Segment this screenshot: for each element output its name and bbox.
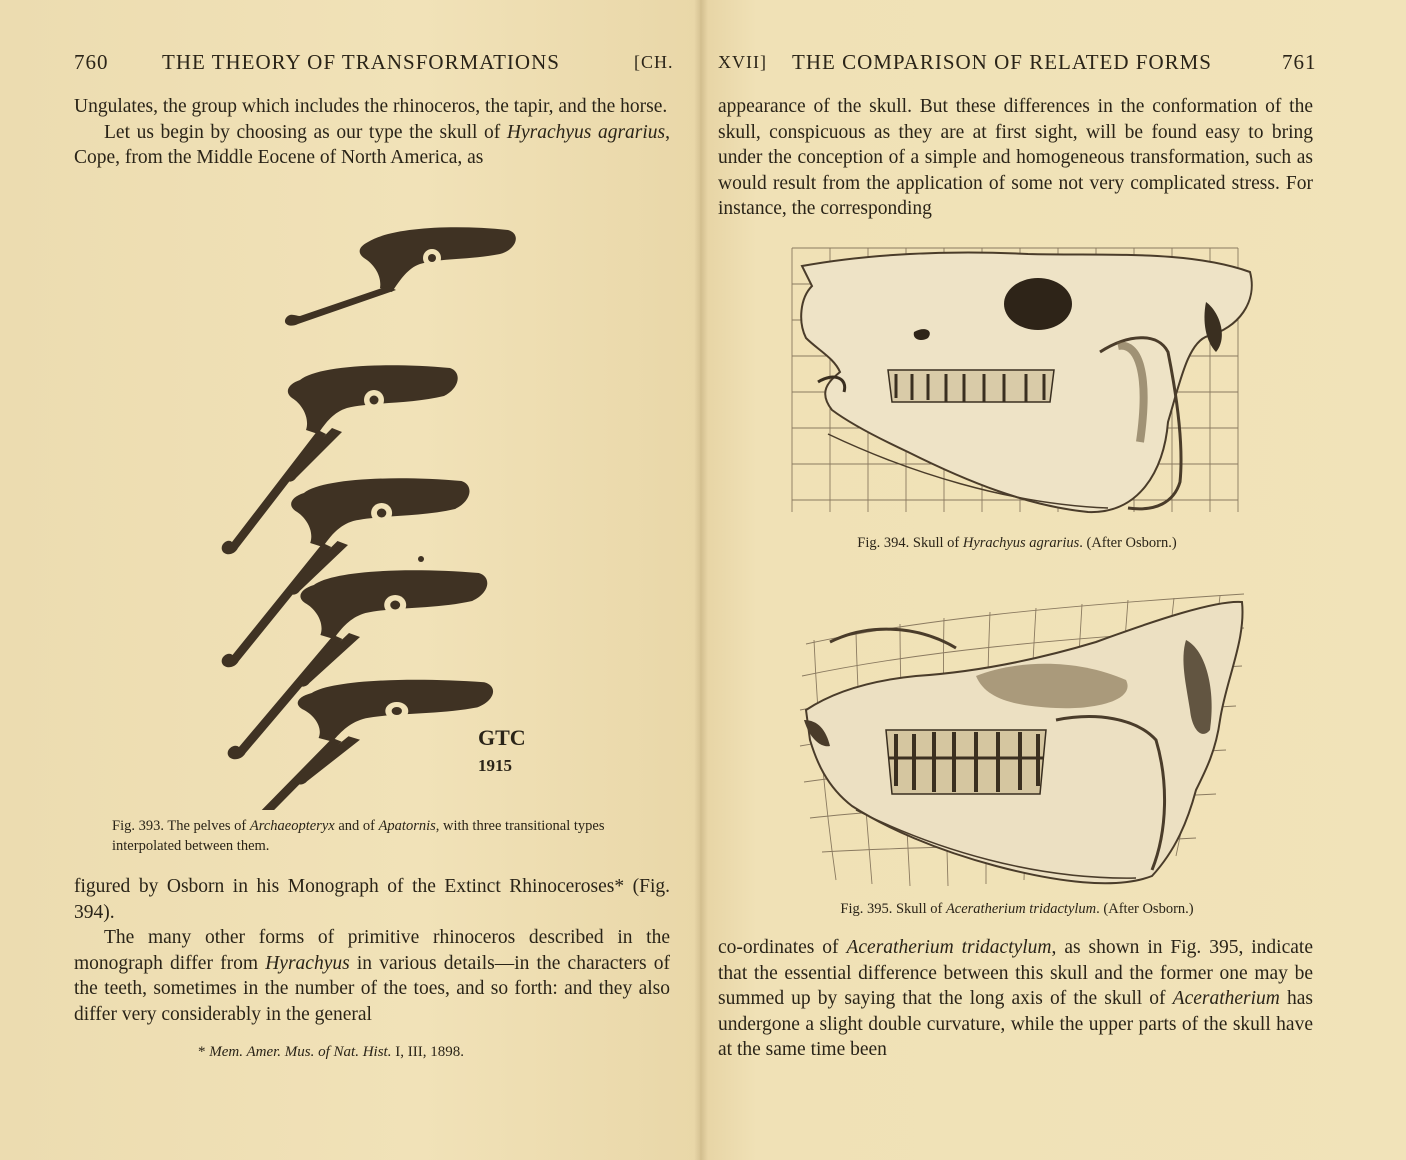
left-para-4 <box>74 925 670 1027</box>
right-text-bottom <box>718 935 1313 1063</box>
left-text-top <box>74 94 670 171</box>
right-para-2 <box>718 935 1313 1063</box>
right-running-title: THE COMPARISON OF RELATED FORMS <box>792 50 1212 74</box>
figure-394-hyrachyus-skull <box>788 242 1254 520</box>
left-para-2-text-b: , Cope, from the Middle Eocene of North America, as <box>74 121 670 169</box>
figure-393-caption <box>112 816 636 856</box>
figure-395-caption <box>780 899 1254 919</box>
figure-393-caption-text-c: , with three transitional types interpolated between them. <box>112 818 605 854</box>
figure-394-teeth <box>888 370 1054 402</box>
right-page-number: 761 <box>1282 50 1317 74</box>
left-para-2-italic: Hyrachyus agrarius <box>506 121 666 143</box>
footnote-marker: * <box>198 1044 210 1060</box>
left-para-2-text-a: Let us begin by choosing as our type the skull of <box>104 121 507 143</box>
left-para-4-text-a: The many other forms of primitive rhinoceros described in the monograph differ from <box>74 927 670 974</box>
figure-395-teeth <box>886 730 1046 794</box>
left-para-2 <box>74 120 670 171</box>
figure-394-caption-text-a: Fig. 394. Skull of <box>857 535 963 551</box>
footnote-text: I, III, 1898. <box>391 1044 464 1060</box>
figure-394-caption-text-b: . (After Osborn.) <box>1079 535 1177 551</box>
left-para-1: Ungulates, the group which includes the rhinoceros, the tapir, and the horse. <box>74 96 668 117</box>
left-para-4-italic: Hyrachyus <box>265 952 350 974</box>
right-text-top <box>718 94 1313 222</box>
left-page-number: 760 <box>74 50 109 74</box>
pelvis-transitional-3 <box>228 570 488 759</box>
book-gutter <box>694 0 708 1160</box>
figure-393-caption-italic-1: Archaeopteryx <box>249 818 335 834</box>
right-chapter-mark: XVII] <box>718 52 767 72</box>
figure-395-drawing <box>796 580 1256 892</box>
figure-395-caption-italic: Aceratherium tridactylum <box>945 901 1097 917</box>
right-para-2-text-c: has undergone a slight double curvature, while the upper parts of the skull have at the same time been <box>718 988 1313 1061</box>
figure-393-caption-italic-2: Apatornis <box>378 818 436 834</box>
left-para-4-text-b: in various details—in the characters of the teeth, sometimes in the number of the toes, and so forth: and they also differ very considerably in the general <box>74 952 670 1025</box>
figure-393-signature-initials: GTC <box>478 725 526 750</box>
left-chapter-mark: [CH. <box>634 52 674 72</box>
right-para-1: appearance of the skull. But these differences in the conformation of the skull, conspicuous as they are at first sight, will be found easy to bring under the conception of a simple and homogeneous transformation, such as would result from the application of some not very complicated stress. For instance, the corresponding <box>718 96 1313 220</box>
left-para-3: figured by Osborn in his Monograph of the Extinct Rhinoceroses* (Fig. 394). <box>74 876 670 923</box>
figure-395-aceratherium-skull <box>796 580 1256 892</box>
figure-394-caption-italic: Hyrachyus agrarius <box>962 535 1080 551</box>
pelvis-apatornis <box>222 680 493 810</box>
figure-395-caption-text-a: Fig. 395. Skull of <box>840 901 946 917</box>
right-para-2-italic-1: Aceratherium tridactylum <box>846 937 1052 958</box>
left-running-title: THE THEORY OF TRANSFORMATIONS <box>162 50 560 74</box>
figure-393-pelves <box>210 215 540 810</box>
figure-394-caption <box>790 533 1244 553</box>
figure-393-caption-text-a: Fig. 393. The pelves of <box>112 818 250 834</box>
pelvis-archaeopteryx <box>285 227 516 325</box>
left-footnote <box>198 1042 618 1062</box>
figure-393-drawing <box>210 215 540 810</box>
figure-394-drawing <box>788 242 1254 520</box>
figure-395-caption-text-b: . (After Osborn.) <box>1096 901 1194 917</box>
right-para-2-italic-2: Aceratherium <box>1172 988 1280 1010</box>
figure-393-caption-text-b: and of <box>334 818 379 834</box>
footnote-italic: Mem. Amer. Mus. of Nat. Hist. <box>209 1044 392 1060</box>
right-para-2-text-a: co-ordinates of <box>718 937 847 958</box>
figure-393-signature-year: 1915 <box>478 756 512 775</box>
right-para-2-text-b: , as shown in Fig. 395, indicate that the essential difference between this skull and the former one may be summed up by saying that the long axis of the skull of <box>718 937 1313 1010</box>
left-text-bottom <box>74 874 670 1028</box>
